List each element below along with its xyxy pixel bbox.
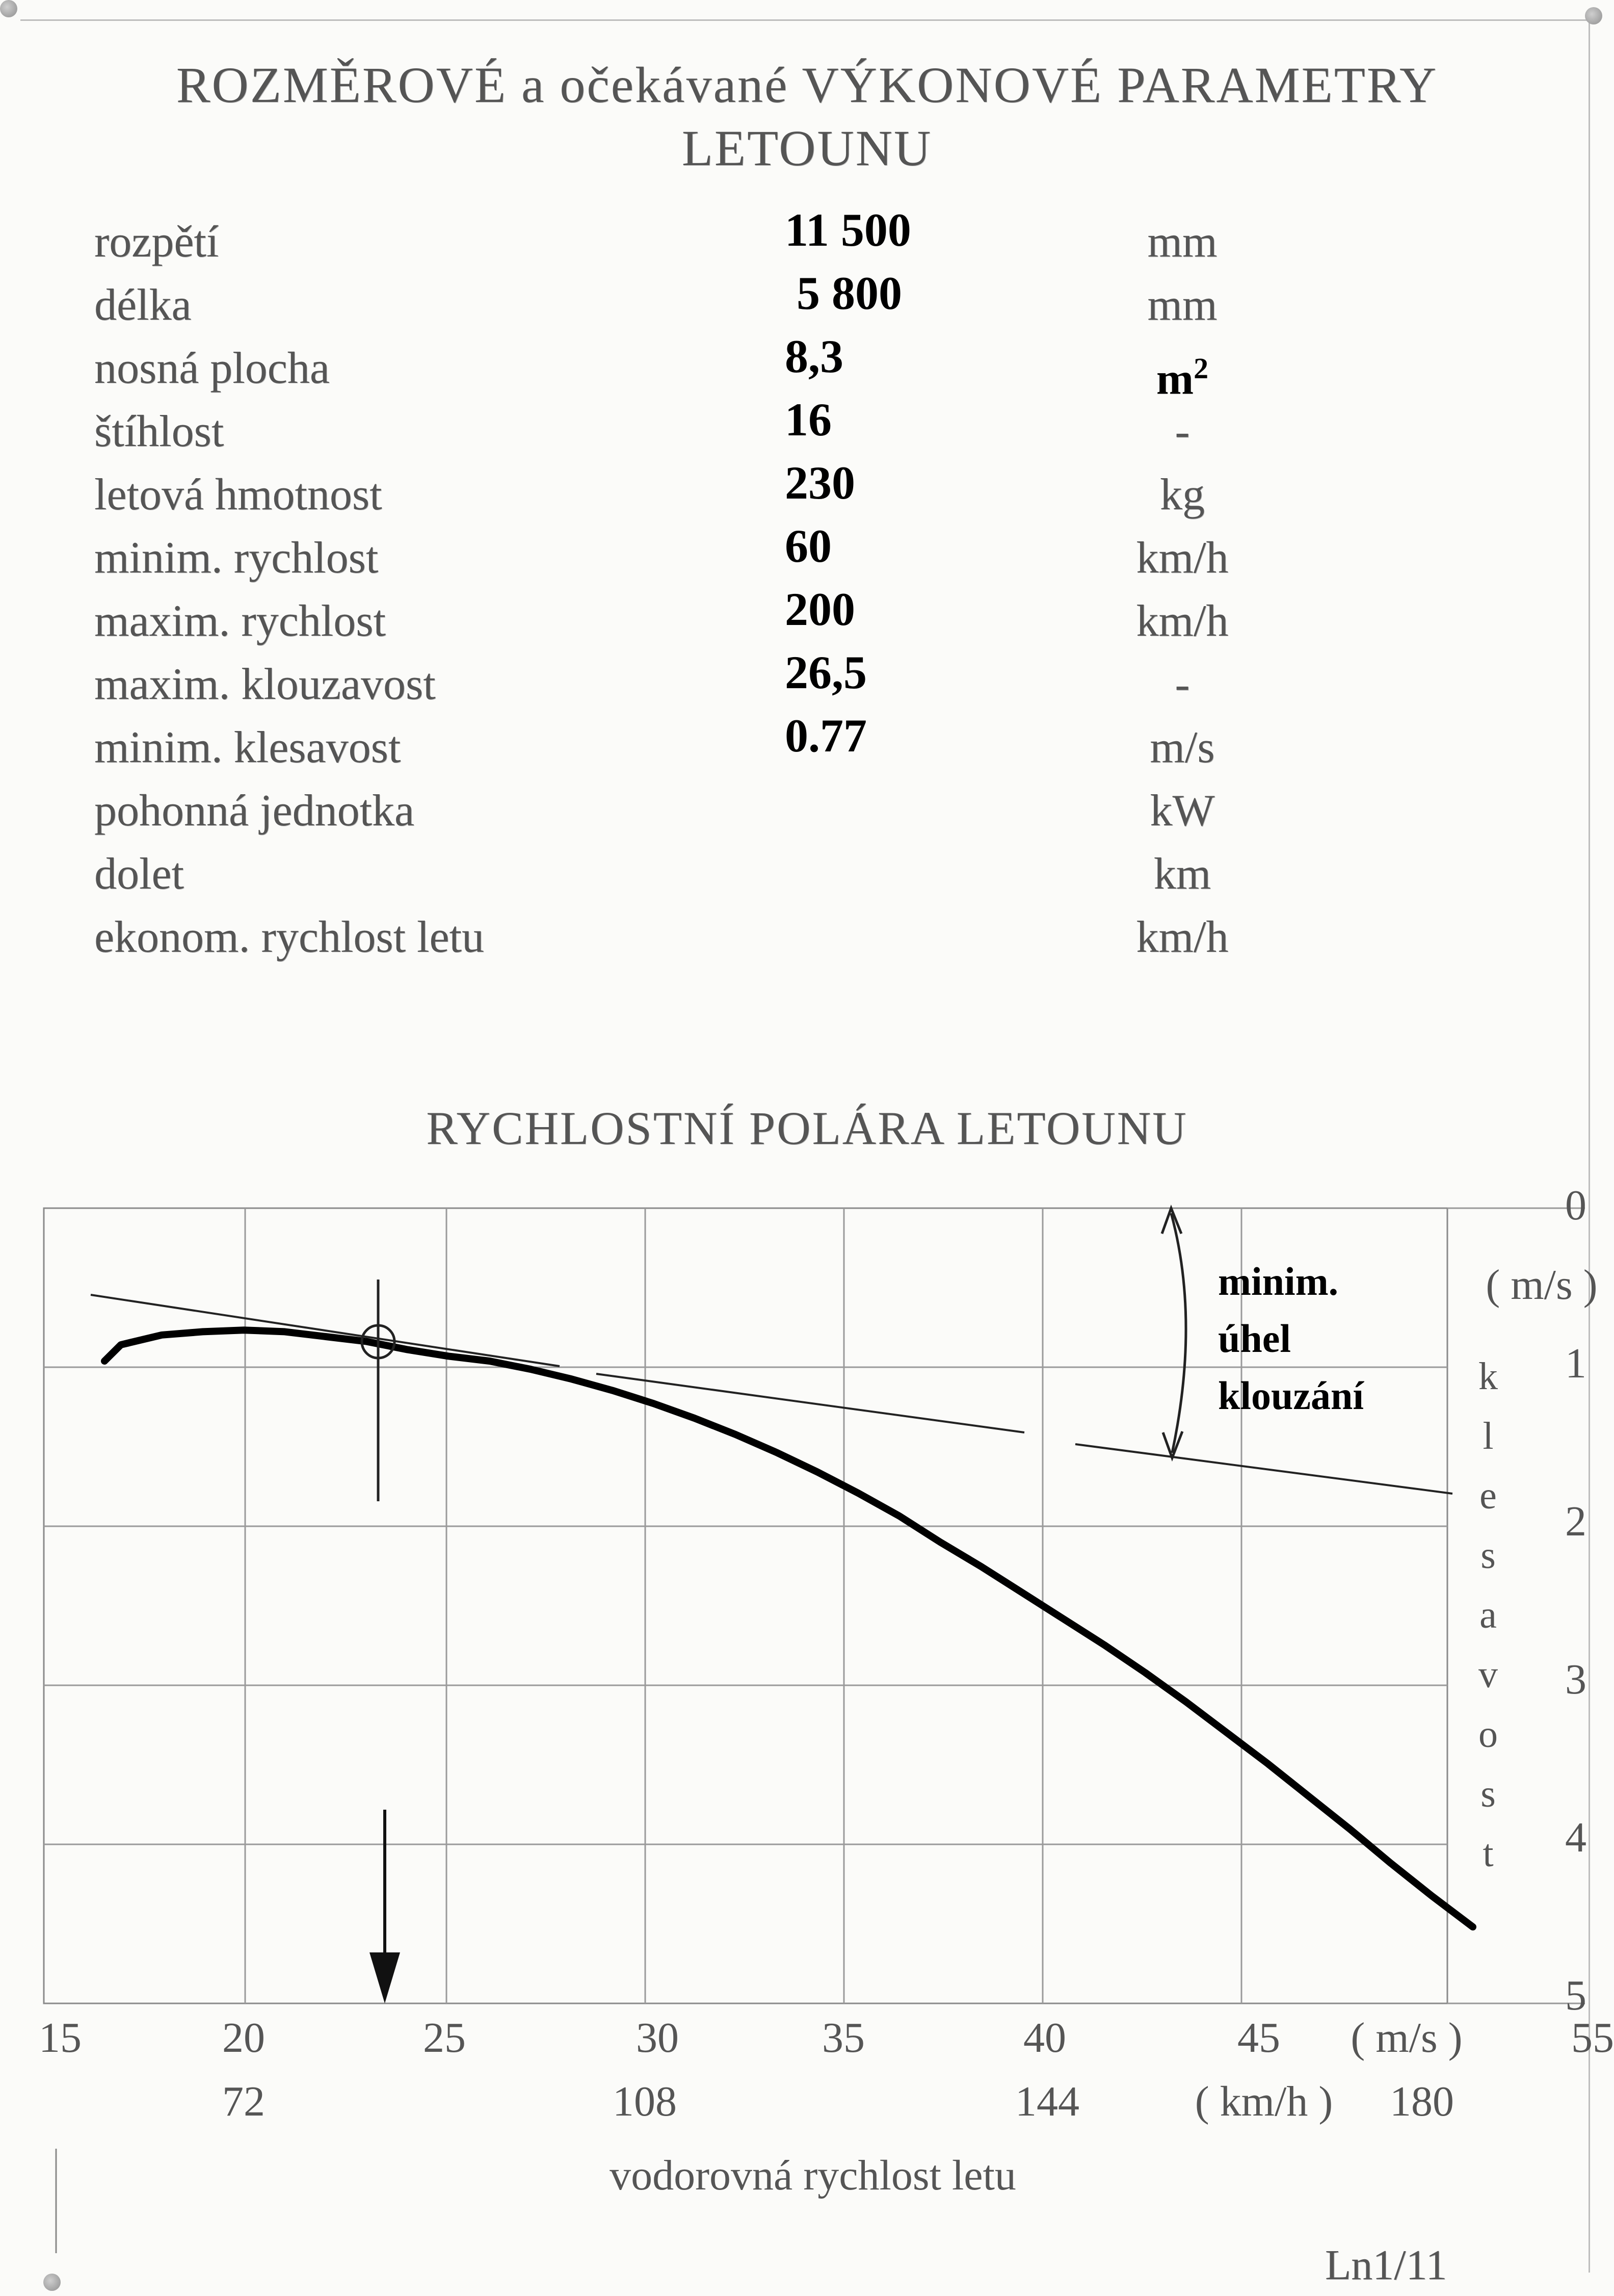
param-value: 200	[785, 583, 855, 635]
polar-curve-group	[104, 1330, 1473, 1927]
param-unit: mm	[1147, 217, 1218, 267]
annotation-line-2: úhel	[1218, 1316, 1291, 1361]
sheet-id: Ln1/11	[1325, 2241, 1447, 2289]
param-unit: kW	[1150, 786, 1215, 836]
x-unit2-label: ( km/h )	[1195, 2078, 1333, 2125]
page-title-line-1: ROZMĚROVÉ a očekávané VÝKONOVÉ PARAMETRY	[176, 57, 1438, 113]
param-name: minim. rychlost	[94, 533, 379, 583]
param-unit: mm	[1147, 280, 1218, 330]
chart-title: RYCHLOSTNÍ POLÁRA LETOUNU	[426, 1102, 1188, 1154]
param-unit: km/h	[1136, 533, 1229, 583]
y-axis-label-letter: e	[1479, 1474, 1497, 1517]
param-name: štíhlost	[94, 407, 224, 456]
y-axis-label-letter: o	[1478, 1713, 1498, 1756]
glide-angle-arc	[1171, 1213, 1186, 1453]
y-tick-label: 1	[1565, 1340, 1586, 1387]
param-value: 5 800	[785, 267, 902, 319]
param-name: maxim. klouzavost	[94, 660, 436, 709]
annotation-line-1: minim.	[1218, 1259, 1339, 1303]
param-name: dolet	[94, 849, 184, 899]
y-axis-label-letter: k	[1478, 1355, 1498, 1398]
param-value: 26,5	[785, 646, 867, 698]
param-unit: km/h	[1136, 912, 1229, 962]
y-tick-label: 2	[1565, 1498, 1586, 1545]
x-tick-label: 55	[1571, 2014, 1614, 2062]
annotation-line-3: klouzání	[1218, 1373, 1364, 1418]
glide-arc-arrow-top	[1162, 1208, 1181, 1234]
param-name: délka	[94, 280, 192, 330]
x-tick-kmh-label: 180	[1390, 2078, 1454, 2125]
y-axis-label-letter: l	[1483, 1415, 1494, 1457]
tangent-segment	[91, 1295, 560, 1366]
param-unit-base: m	[1156, 354, 1194, 404]
param-name: maxim. rychlost	[94, 596, 386, 646]
x-tick-kmh-label: 108	[613, 2078, 677, 2125]
y-axis-label	[1478, 1355, 1498, 1875]
tangent-segment	[1075, 1444, 1452, 1494]
param-unit-exponent: 2	[1194, 352, 1209, 385]
x-tick-label: 20	[222, 2014, 265, 2062]
x-tick-label: 25	[423, 2014, 466, 2062]
param-value: 230	[785, 457, 855, 509]
y-axis-label-letter: s	[1480, 1772, 1496, 1815]
chart-markers	[362, 1208, 1186, 2003]
param-unit: m/s	[1150, 723, 1215, 772]
y-tick-label: 4	[1565, 1814, 1586, 1861]
chart-grid	[44, 1208, 1585, 2253]
param-name: pohonná jednotka	[94, 786, 415, 836]
param-unit: km/h	[1136, 596, 1229, 646]
param-name: ekonom. rychlost letu	[94, 912, 484, 962]
x-tick-label: 30	[636, 2014, 679, 2062]
x-tick-label: 15	[39, 2014, 82, 2062]
y-tick-label: 3	[1565, 1656, 1586, 1703]
param-name: minim. klesavost	[94, 723, 401, 772]
y-axis-label-letter: a	[1479, 1594, 1497, 1636]
param-value: 16	[785, 394, 832, 446]
y-tick-label: 5	[1565, 1972, 1586, 2019]
x-tick-kmh-label: 144	[1015, 2078, 1079, 2125]
param-unit: kg	[1160, 470, 1205, 519]
param-unit: -	[1175, 660, 1190, 709]
x-tick-label: 35	[822, 2014, 865, 2062]
x-axis-label: vodorovná rychlost letu	[610, 2152, 1016, 2199]
y-axis-label-letter: s	[1480, 1534, 1496, 1577]
param-value: 8,3	[785, 330, 843, 382]
page-title-line-2: LETOUNU	[681, 120, 933, 176]
x-tick-kmh-label: 72	[222, 2078, 265, 2125]
param-unit: km	[1153, 849, 1211, 899]
param-value: 0.77	[785, 710, 867, 762]
param-name: letová hmotnost	[94, 470, 382, 519]
param-unit: -	[1175, 407, 1190, 456]
x-unit-label: ( m/s )	[1351, 2014, 1463, 2062]
y-axis-label-letter: v	[1478, 1653, 1498, 1696]
speed-arrow-head	[369, 1952, 400, 2003]
y-tick-label: 0	[1565, 1182, 1586, 1229]
x-tick-label: 40	[1023, 2014, 1066, 2062]
param-name: nosná plocha	[94, 344, 330, 393]
y-axis-label-letter: t	[1483, 1832, 1494, 1875]
param-name: rozpětí	[94, 217, 219, 267]
y-unit-label: ( m/s )	[1486, 1261, 1598, 1309]
param-value: 60	[785, 520, 832, 572]
param-value: 11 500	[785, 204, 911, 256]
polar-curve	[104, 1330, 1473, 1927]
x-tick-label: 45	[1237, 2014, 1280, 2062]
